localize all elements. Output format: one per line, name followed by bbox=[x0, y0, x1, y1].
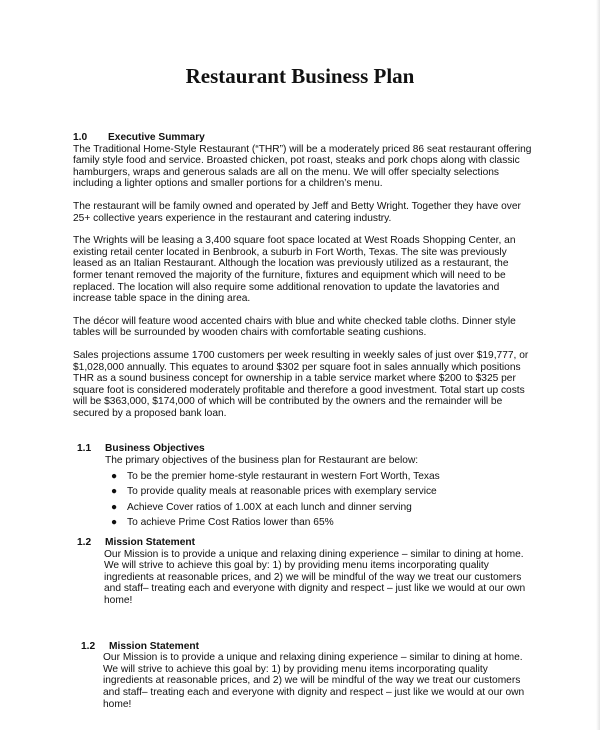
paragraph: The décor will feature wood accented chairs with blue and white checked table cloths. Dinner style tables will be surrounded by wooden chairs with comfortable seating cushions. bbox=[73, 315, 516, 339]
mission-statement-text: Our Mission is to provide a unique and relaxing dining experience – similar to dining at home. We will strive to achieve this goal by: 1) by providing menu items incorporating quality ingredients at reasonable prices, and 2) we will be mindful of the way we treat our customers and staff– treating each and everyone with dignity and respect – just like we would at our own home! bbox=[103, 652, 525, 710]
section-heading-executive-summary bbox=[73, 132, 533, 144]
page-edge bbox=[596, 0, 600, 730]
objectives-list bbox=[105, 471, 533, 529]
section-mission-statement-repeat bbox=[81, 641, 533, 711]
list-item bbox=[105, 502, 533, 514]
section-number: 1.1 bbox=[77, 443, 92, 455]
section-title: Executive Summary bbox=[108, 132, 205, 143]
list-item-text: Achieve Cover ratios of 1.00X at each lunch and dinner serving bbox=[127, 501, 412, 513]
bullet-icon: ● bbox=[111, 517, 118, 529]
list-item bbox=[105, 471, 533, 483]
document-body bbox=[73, 132, 533, 710]
objectives-intro: The primary objectives of the business plan for Restaurant are below: bbox=[105, 455, 419, 467]
section-number: 1.0 bbox=[73, 132, 88, 143]
section-heading-mission-statement bbox=[81, 641, 533, 653]
list-item-text: To provide quality meals at reasonable prices with exemplary service bbox=[127, 486, 437, 498]
section-business-objectives bbox=[77, 443, 533, 529]
mission-statement-text: Our Mission is to provide a unique and relaxing dining experience – similar to dining at home. We will strive to achieve this goal by: 1) by providing menu items incorporating quality ingredients at reasonable prices, and 2) we will be mindful of the way we treat our customers and staff– treating each and everyone with dignity and respect – just like we would at our own home! bbox=[104, 548, 526, 606]
paragraph: The Traditional Home-Style Restaurant (“THR”) will be a moderately priced 86 seat restaurant offering family style food and service. Broasted chicken, pot roast, steaks and pork chops along with classic hamburgers, wraps and generous salads are all on the menu. We will offer specialty selections including a lighter options and smaller portions for a children’s menu. bbox=[73, 143, 532, 190]
section-body bbox=[105, 455, 533, 529]
section-title: Mission Statement bbox=[109, 640, 200, 652]
section-mission-statement bbox=[77, 537, 533, 607]
section-title: Business Objectives bbox=[105, 443, 205, 455]
list-item-text: To achieve Prime Cost Ratios lower than 65% bbox=[127, 517, 334, 529]
section-number: 1.2 bbox=[81, 640, 96, 652]
document-title: Restaurant Business Plan bbox=[185, 64, 415, 88]
bullet-icon: ● bbox=[111, 486, 118, 498]
list-item bbox=[105, 517, 533, 529]
paragraph: The restaurant will be family owned and operated by Jeff and Betty Wright. Together they have over 25+ collective years experience in the restaurant and catering industry. bbox=[73, 200, 521, 224]
section-title: Mission Statement bbox=[105, 537, 196, 549]
paragraph: The Wrights will be leasing a 3,400 square foot space located at West Roads Shopping Center, an existing retail center located in Benbrook, a suburb in Fort Worth, Texas. The site was previously leased as an Italian Restaurant. Although the location was previously utilized as a restaurant, the former tenant removed the majority of the furniture, fixtures and equipment which will need to be replaced. The location will also require some additional renovation to update the lavatories and increase table space in the dining area. bbox=[73, 235, 516, 305]
section-heading-business-objectives bbox=[77, 443, 533, 455]
list-item-text: To be the premier home-style restaurant in western Fort Worth, Texas bbox=[127, 470, 440, 482]
section-number: 1.2 bbox=[77, 537, 92, 549]
section-heading-mission-statement bbox=[77, 537, 533, 549]
list-item bbox=[105, 486, 533, 498]
bullet-icon: ● bbox=[111, 470, 118, 482]
bullet-icon: ● bbox=[111, 501, 118, 513]
paragraph: Sales projections assume 1700 customers per week resulting in weekly sales of just over $19,777, or $1,028,000 annually. This equates to around $302 per square foot in sales annually which positions THR as a sound business concept for ownership in a table service market where $200 to $325 per square foot is considered moderately profitable and therefore a good investment. Total start up costs will be $363,000, $174,000 of which will be contributed by the owners and the remainder will be secured by a proposed bank loan. bbox=[73, 349, 529, 419]
